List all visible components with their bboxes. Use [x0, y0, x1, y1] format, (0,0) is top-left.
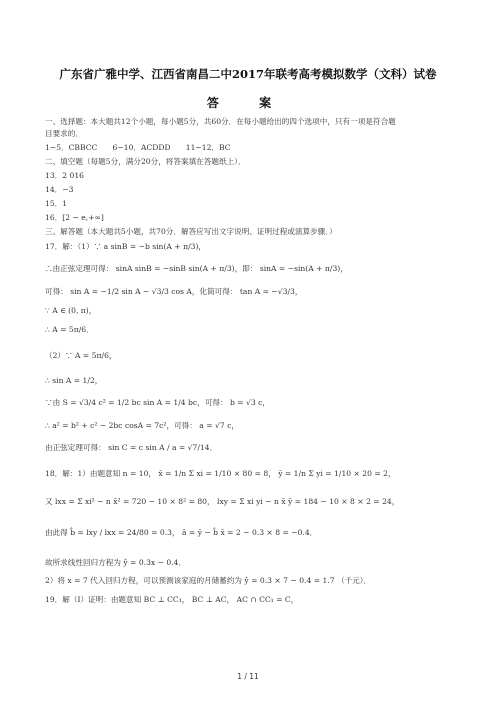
answer-14: 14．−3	[45, 185, 74, 194]
section-1-intro-cont: 目要求的．	[45, 129, 83, 138]
answer-13: 13．2 016	[45, 171, 84, 180]
q17-sinC: 由正弦定理可得： sin C = c sin A / a = √7/14．	[45, 443, 218, 452]
q17-cosine-rule: ∴ a² = b² + c² − 2bc cosA = 7c²，可得： a = √7 c，	[45, 421, 239, 430]
q17-result-A: ∴ A = 5π/6．	[45, 325, 94, 334]
q18-prediction: 2）将 x = 7 代入回归方程，可以预测该家庭的月储蓄约为 ŷ = 0.3 × 7 − 0.4 = 1.7 （千元）．	[45, 576, 372, 585]
choice-answers: 1~5．CBBCC 6~10．ACDDD 11~12．BC	[45, 143, 231, 152]
q18-means: 18．解：1）由题意知 n = 10， x̄ = 1/n Σ xi = 1/10 × 80 = 8， ȳ = 1/n Σ yi = 1/10 × 20 = 2，	[45, 469, 396, 478]
section-1-intro: 一、选择题：本大题共12个小题，每小题5分，共60分．在每小题给出的四个选项中，只有一项是符合题	[45, 117, 396, 126]
q18-regression-line: 故所求线性回归方程为 ŷ = 0.3x − 0.4．	[45, 558, 187, 567]
section-2-intro: 二、填空题（每题5分，满分20分，将答案填在答题纸上）．	[45, 157, 246, 166]
q17-simplify: 可得： sin A = −1/2 sin A − √3/3 cos A，化简可得： tan A = −√3/3，	[45, 287, 303, 296]
q17-part2-start: （2）∵ A = 5π/6，	[45, 351, 117, 360]
q18-l-values: 又 lxx = Σ xi² − n x̄² = 720 − 10 × 8² = 80， lxy = Σ xi yi − n x̄ ȳ = 184 − 10 × 8 × 2 = 24，	[45, 497, 400, 506]
answer-heading: 答 案	[206, 96, 290, 110]
page-title: 广东省广雅中学、江西省南昌二中2017年联考高考模拟数学（文科）试卷	[59, 67, 437, 81]
q17-part1-start: 17．解：（1）∵ a sinB = −b sin(A + π/3)，	[45, 242, 207, 251]
answer-15: 15．1	[45, 199, 68, 208]
q19-proof-start: 19．解（Ⅰ）证明：由题意知 BC ⊥ CC₁， BC ⊥ AC， AC ∩ CC₁ = C，	[45, 595, 299, 604]
q17-domain: ∵ A ∈ (0, π)，	[45, 306, 97, 315]
q17-sine-rule: ∴由正弦定理可得： sinA sinB = −sinB sin(A + π/3)，即： sinA = −sin(A + π/3)，	[45, 264, 348, 273]
section-3-intro: 三、解答题（本大题共5小题，共70分．解答应写出文字说明、证明过程或演算步骤．）	[45, 227, 337, 236]
q17-area: ∵由 S = √3/4 c² = 1/2 bc sin A = 1/4 bc，可得： b = √3 c，	[45, 398, 270, 407]
q18-coefficients: 由此得 b̂ = lxy / lxx = 24/80 = 0.3， â = ȳ − b̂ x̄ = 2 − 0.3 × 8 = −0.4．	[45, 528, 318, 537]
answer-16: 16．[2 − e,+∞]	[45, 213, 104, 222]
page-number: 1 / 11	[237, 672, 259, 681]
q17-sinA: ∴ sin A = 1/2，	[45, 376, 103, 385]
